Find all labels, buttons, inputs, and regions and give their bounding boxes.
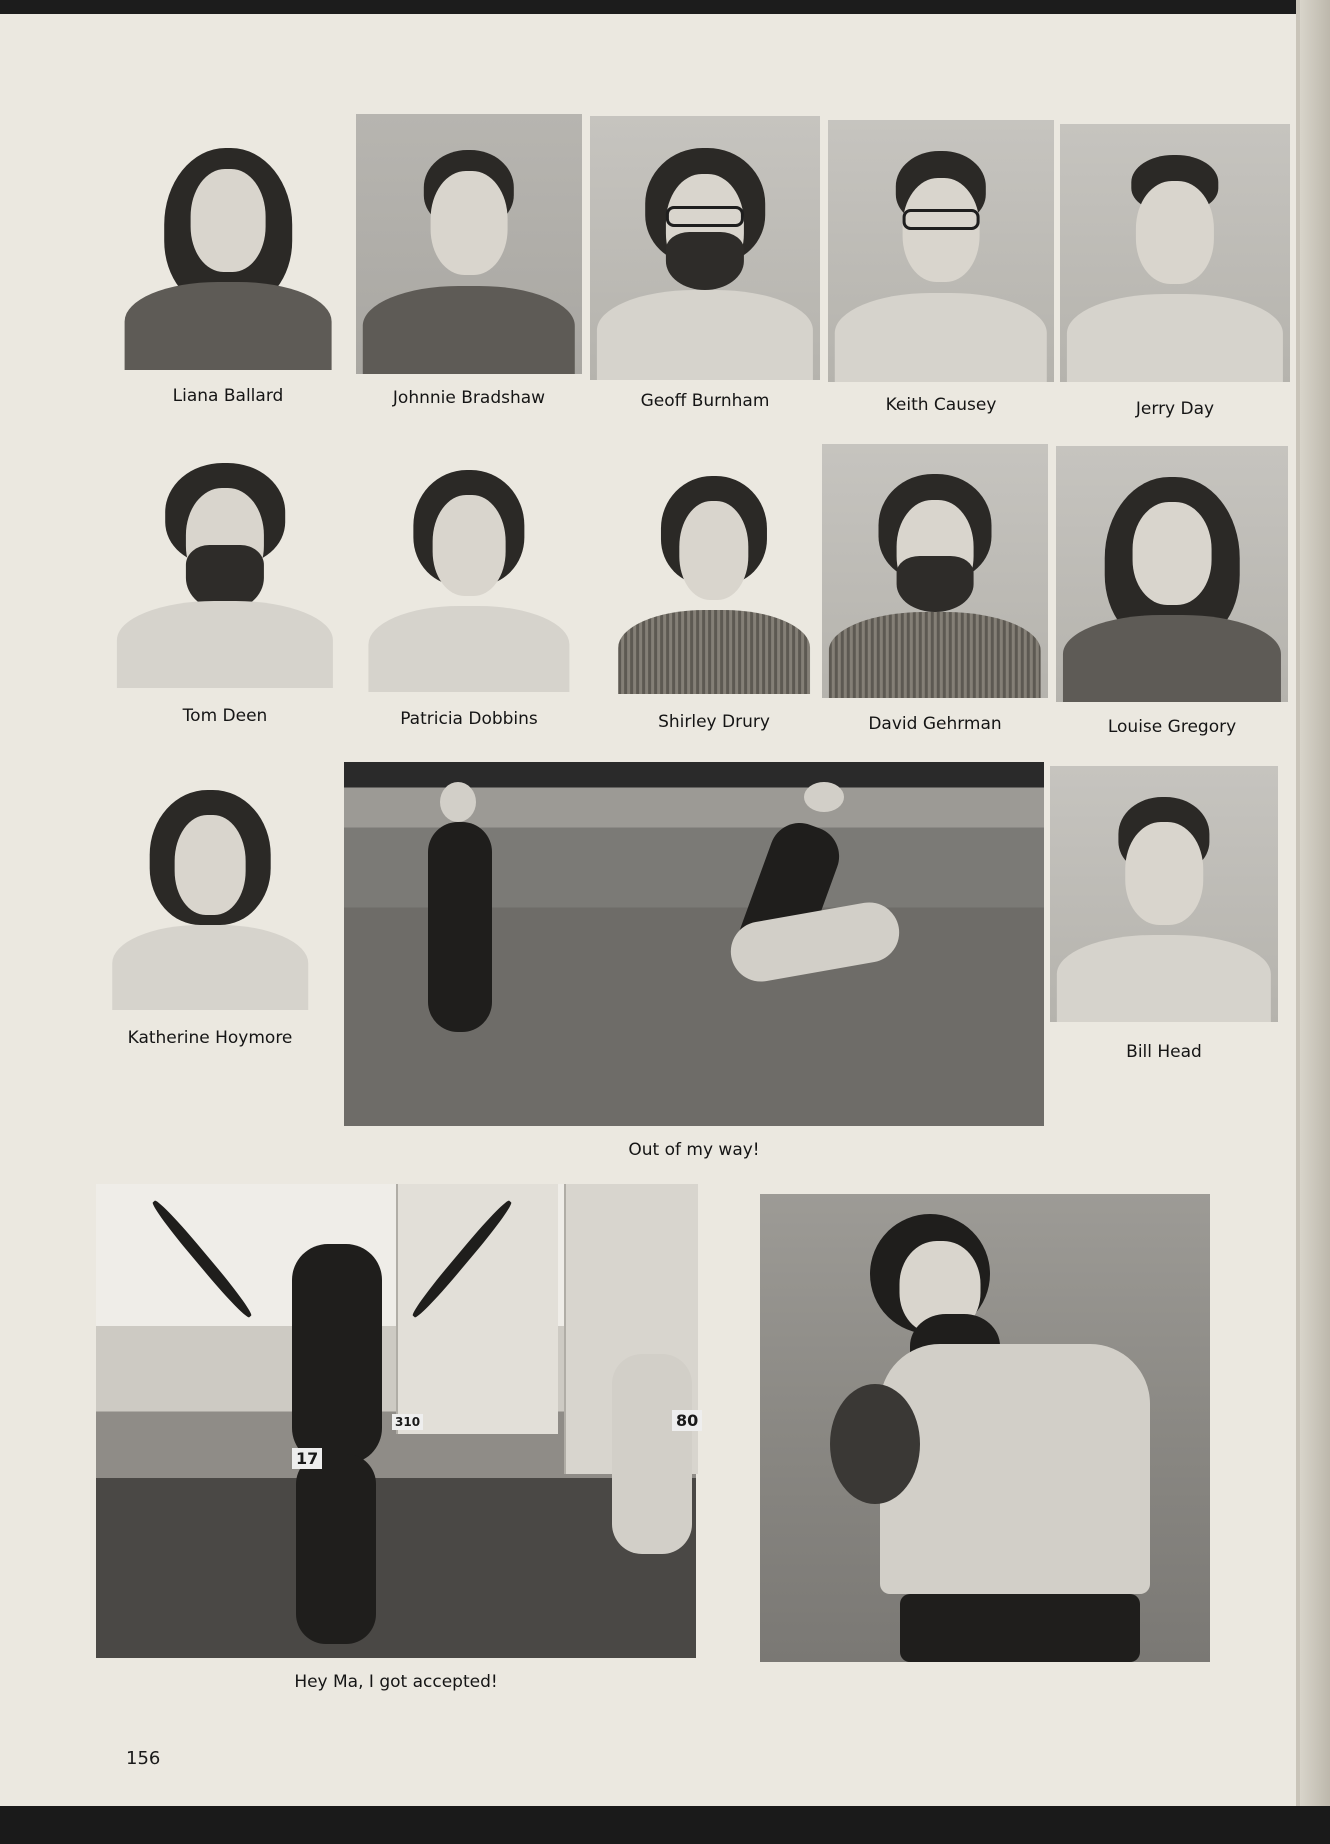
portrait-photo [1050,766,1278,1022]
football-caption: Out of my way! [628,1140,760,1160]
portrait-name: David Gehrman [868,714,1002,734]
race-bib: 310 [392,1414,423,1430]
portrait-photo [590,116,820,380]
race-photo [96,1184,699,1658]
portrait-name: Patricia Dobbins [400,709,538,729]
portrait-name: Johnnie Bradshaw [392,388,546,408]
portrait-photo [822,444,1048,698]
portrait-photo [1060,124,1290,382]
race-bib: 17 [292,1448,322,1469]
portrait-name: Louise Gregory [1107,717,1237,737]
quarterback-photo [760,1194,1210,1662]
portrait-photo [106,760,314,1010]
portrait-name: Tom Deen [182,706,268,726]
portrait-name: Keith Causey [885,395,997,415]
portrait-name: Jerry Day [1135,399,1215,419]
race-bib: 80 [672,1410,702,1431]
scan-top-edge [0,0,1330,14]
scan-bottom-edge [0,1806,1330,1844]
portrait-name: Geoff Burnham [640,391,770,411]
portrait-photo [118,112,338,370]
portrait-photo [1056,446,1288,702]
portrait-photo [828,120,1054,382]
portrait-photo [612,446,816,694]
page-number: 156 [126,1748,161,1769]
portrait-photo [362,440,576,692]
portrait-name: Katherine Hoymore [127,1028,293,1048]
portrait-name: Liana Ballard [172,386,284,406]
football-photo [344,762,1044,1126]
portrait-photo [356,114,582,374]
portrait-name: Shirley Drury [658,712,770,732]
race-caption: Hey Ma, I got accepted! [294,1672,498,1692]
book-spine [1300,0,1330,1844]
portrait-photo [110,432,340,688]
portrait-name: Bill Head [1126,1042,1202,1062]
